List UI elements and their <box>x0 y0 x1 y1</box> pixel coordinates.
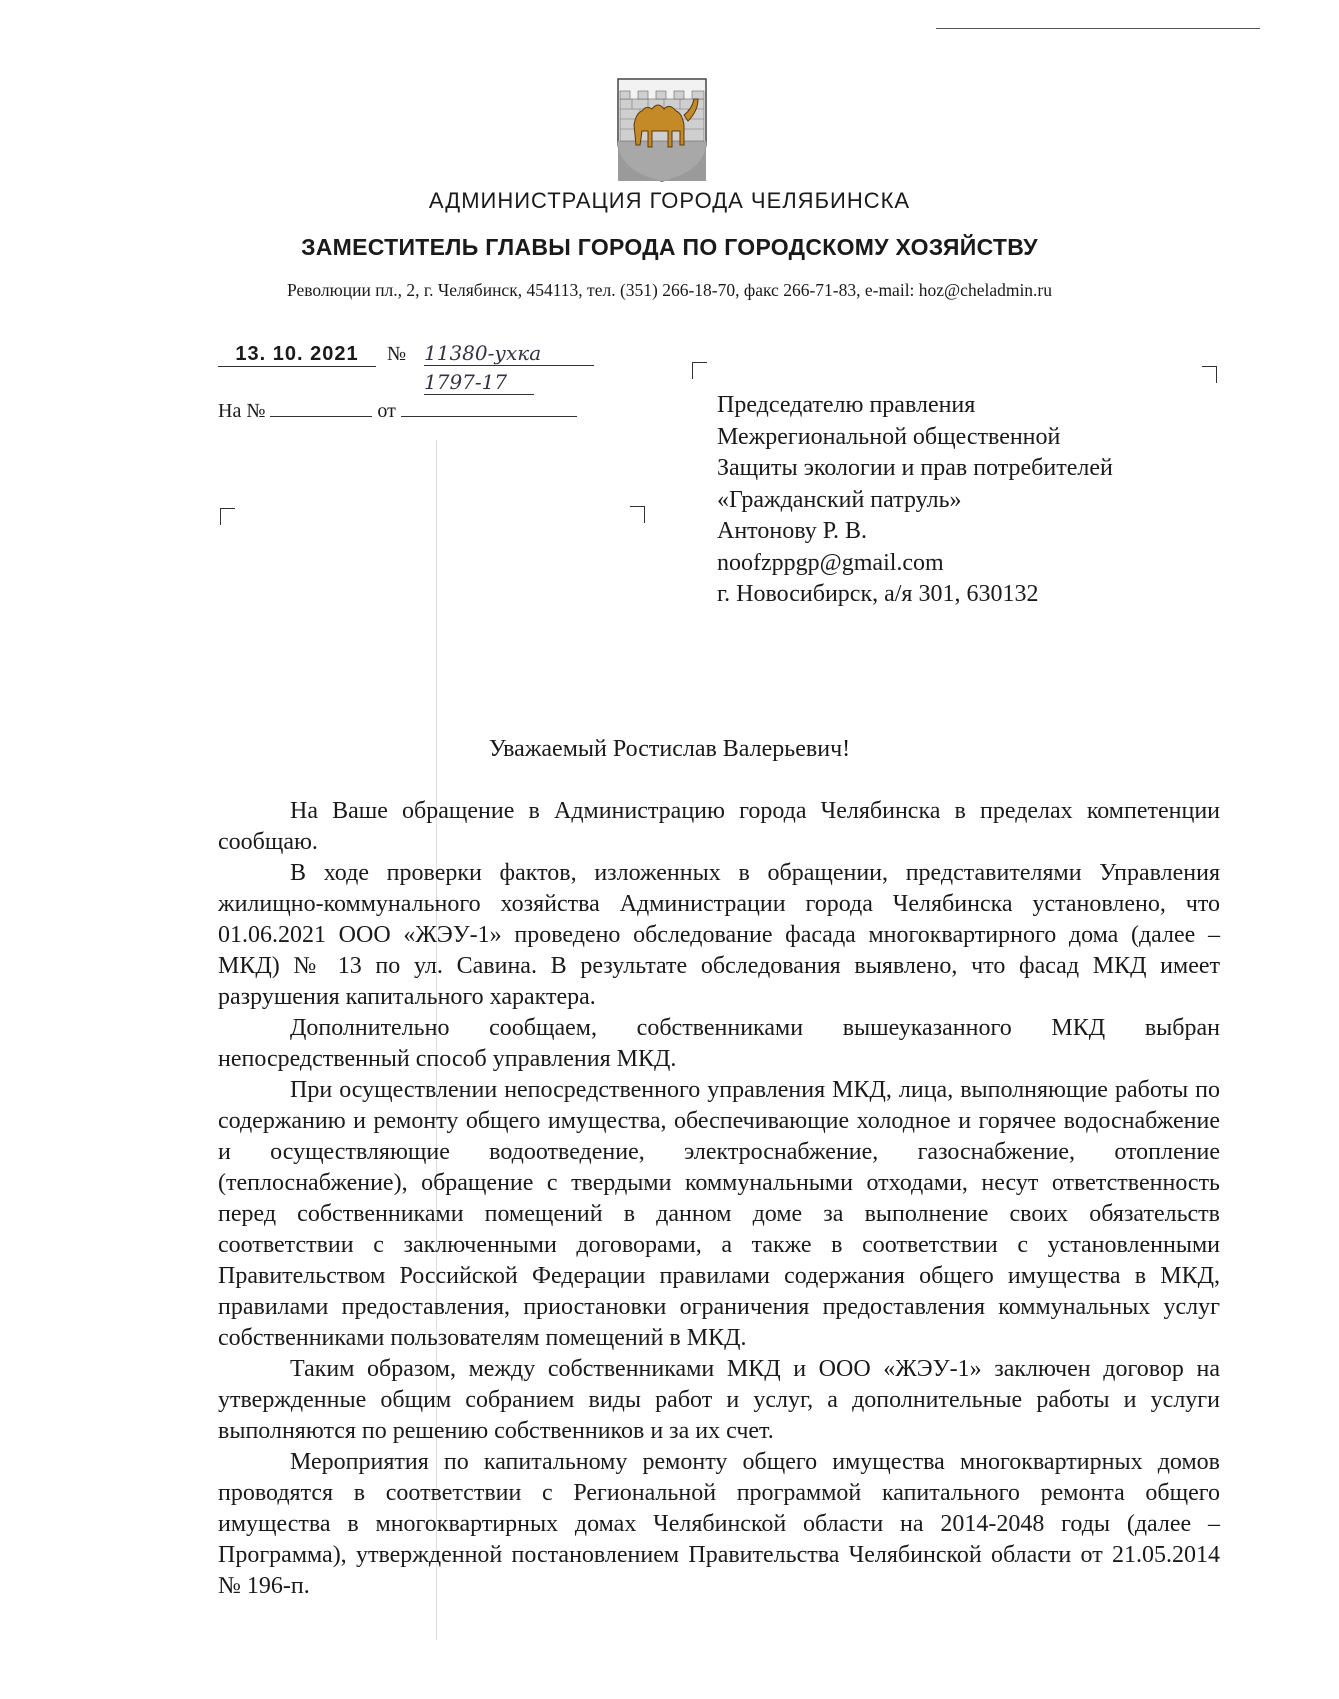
organization-name: АДМИНИСТРАЦИЯ ГОРОДА ЧЕЛЯБИНСКА <box>428 188 911 213</box>
salutation: Уважаемый Ростислав Валерьевич! <box>488 736 851 762</box>
body-paragraph: На Ваше обращение в Администрацию города Челябинска в пределах компетенции сообщаю. <box>218 798 1220 855</box>
number-label: № <box>387 343 407 365</box>
top-divider <box>936 28 1260 29</box>
registration-line <box>218 343 406 367</box>
outgoing-number: 11380-ухка <box>424 341 594 366</box>
addressee-line: Межрегиональной общественной <box>717 423 1061 450</box>
addressee-line: Защиты экологии и прав потребителей <box>717 455 1113 481</box>
coat-of-arms-emblem <box>612 75 712 185</box>
body-paragraph: Таким образом, между собственниками МКД и ООО «ЖЭУ-1» заключен договор на утвержденные общим собранием виды работ и услуг, а дополнительные работы и услуги выполняются по решению собственников и за их счет. <box>218 1356 1220 1444</box>
addressee-email: noofzppgp@gmail.com <box>717 549 944 576</box>
reference-label: На № <box>218 400 266 422</box>
outgoing-date: 13. 10. 2021 <box>218 343 376 367</box>
outgoing-number-secondary: 1797-17 <box>424 370 534 395</box>
reference-from-label: от <box>377 400 396 422</box>
reference-number-blank <box>270 398 372 417</box>
address-corner-mark <box>1202 366 1217 383</box>
subject-corner-mark <box>630 506 645 523</box>
body-paragraph: Мероприятия по капитальному ремонту общего имущества многоквартирных домов проводятся в соответствии с Региональной программой капитального ремонта общего имущества в многоквартирных домах Челябинской области на 2014-2048 годы (далее – Программа), утвержденной постановлением Правительства Челябинской области от 21.05.2014 № 196-п. <box>218 1449 1220 1599</box>
address-corner-mark <box>692 362 707 379</box>
body-paragraph: При осуществлении непосредственного управления МКД, лица, выполняющие работы по содержанию и ремонту общего имущества, обеспечивающие холодное и горячее водоснабжение и осуществляющие водоотведение, электроснабжение, газоснабжение, отопление (теплоснабжение), обращение с твердыми коммунальными отходами, несут ответственность перед собственниками помещений в данном доме за выполнение своих обязательств соответствии с заключенными договорами, а также в соответствии с установленными Правительством Российской Федерации правилами содержания общего имущества в МКД, правилами предоставления, приостановки ограничения предоставления коммунальных услуг собственниками пользователям помещений в МКД. <box>218 1077 1220 1351</box>
reference-date-blank <box>401 398 577 417</box>
body-paragraph: В ходе проверки фактов, изложенных в обращении, представителями Управления жилищно-коммунального хозяйства Администрации города Челябинска установлено, что 01.06.2021 ООО «ЖЭУ-1» проведено обследование фасада многоквартирного дома (далее – МКД) № 13 по ул. Савина. В результате обследования выявлено, что фасад МКД имеет разрушения капитального характера. <box>218 860 1220 1010</box>
body-paragraph: Дополнительно сообщаем, собственниками вышеуказанного МКД выбран непосредственный способ управления МКД. <box>218 1015 1220 1072</box>
addressee-line: «Гражданский патруль» <box>717 486 962 513</box>
addressee-line: г. Новосибирск, а/я 301, 630132 <box>717 581 1039 607</box>
addressee-block <box>717 390 1113 611</box>
addressee-line: Антонову Р. В. <box>717 518 868 544</box>
reference-line <box>218 398 577 423</box>
department-name: ЗАМЕСТИТЕЛЬ ГЛАВЫ ГОРОДА ПО ГОРОДСКОМУ ХОЗЯЙСТВУ <box>301 234 1038 260</box>
subject-corner-mark <box>220 508 235 525</box>
addressee-line: Председателю правления <box>717 392 976 418</box>
letter-body <box>218 796 1220 1602</box>
contact-details: Революции пл., 2, г. Челябинск, 454113, тел. (351) 266-18-70, факс 266-71-83, e-mail: hoz@cheladmin.ru <box>286 280 1053 300</box>
